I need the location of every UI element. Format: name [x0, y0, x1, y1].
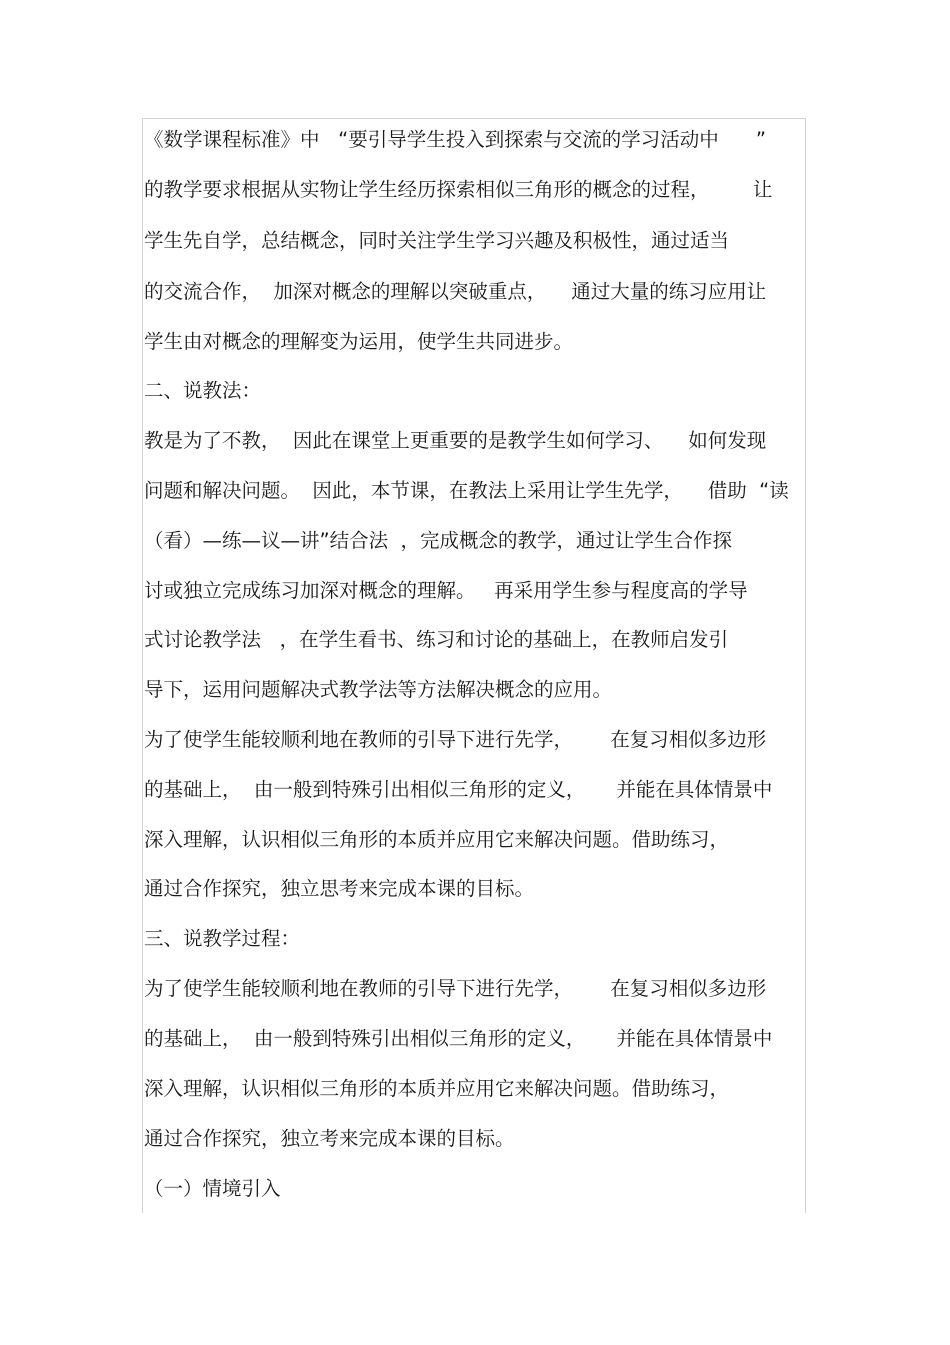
subsection-heading: （一）情境引入: [144, 1177, 281, 1200]
text-line: 深入理解，认识相似三角形的本质并应用它来解决问题。借助练习，: [144, 828, 730, 851]
text-line: 的基础上， 由一般到特殊引出相似三角形的定义， 并能在具体情景中: [144, 1027, 773, 1050]
text-line: 通过合作探究，独立思考来完成本课的目标。: [144, 877, 535, 900]
text-line: 《数学课程标准》中 “要引导学生投入到探索与交流的学习活动中 ”: [144, 128, 766, 151]
text-line: 问题和解决问题。 因此，本节课，在教法上采用让学生先学， 借助 “读: [144, 479, 789, 502]
text-line: 的基础上， 由一般到特殊引出相似三角形的定义， 并能在具体情景中: [144, 778, 773, 801]
text-line: 导下，运用问题解决式教学法等方法解决概念的应用。: [144, 678, 613, 701]
text-line: （看）—练—议—讲”结合法 ，完成概念的教学，通过让学生合作探: [144, 529, 732, 552]
section-heading: 二、说教法：: [144, 379, 262, 402]
text-line: 深入理解，认识相似三角形的本质并应用它来解决问题。借助练习，: [144, 1077, 730, 1100]
text-line: 的教学要求根据从实物让学生经历探索相似三角形的概念的过程， 让: [144, 178, 773, 201]
section-heading: 三、说教学过程：: [144, 927, 301, 950]
text-line: 学生先自学，总结概念，同时关注学生学习兴趣及积极性，通过适当: [144, 229, 730, 252]
text-line: 讨或独立完成练习加深对概念的理解。 再采用学生参与程度高的学导: [144, 579, 748, 602]
text-line: 为了使学生能较顺利地在教师的引导下进行先学， 在复习相似多边形: [144, 977, 767, 1000]
text-line: 通过合作探究，独立考来完成本课的目标。: [144, 1127, 515, 1150]
text-line: 的交流合作， 加深对概念的理解以突破重点， 通过大量的练习应用让: [144, 280, 767, 303]
text-line: 学生由对概念的理解变为运用，使学生共同进步。: [144, 330, 574, 353]
text-line: 为了使学生能较顺利地在教师的引导下进行先学， 在复习相似多边形: [144, 728, 767, 751]
text-line: 式讨论教学法 ，在学生看书、练习和讨论的基础上，在教师启发引: [144, 628, 729, 651]
text-line: 教是为了不教， 因此在课堂上更重要的是教学生如何学习、 如何发现: [144, 429, 767, 452]
